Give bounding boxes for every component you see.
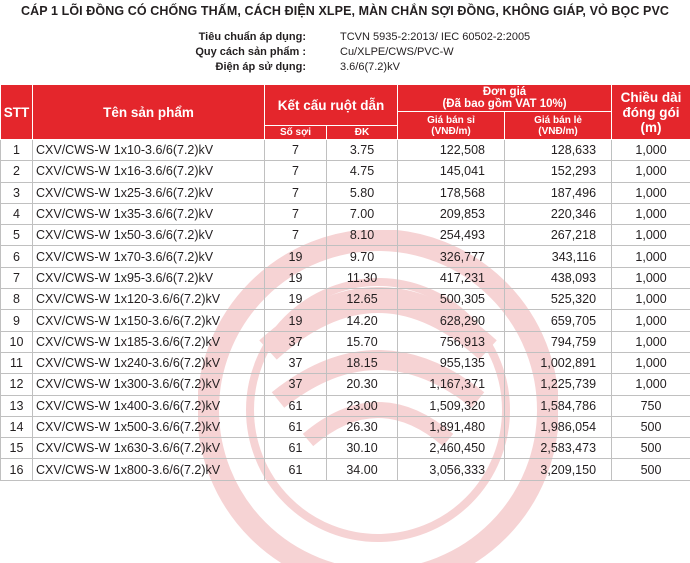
row-conductor-diameter: 3.75 [327, 140, 398, 161]
row-retail-price: 525,320 [505, 289, 612, 310]
row-package-length: 500 [612, 459, 690, 480]
row-wholesale-price: 2,460,450 [398, 438, 505, 459]
row-package-length: 500 [612, 438, 690, 459]
price-table [0, 84, 690, 481]
row-product-name: CXV/CWS-W 1x50-3.6/6(7.2)kV [33, 225, 265, 246]
table-body [1, 140, 690, 481]
row-retail-price: 343,116 [505, 246, 612, 267]
header-conductor-structure: Kết cấu ruột dẫn [265, 85, 398, 126]
row-retail-price: 794,759 [505, 331, 612, 352]
row-strand-count: 37 [265, 331, 327, 352]
row-retail-price: 1,986,054 [505, 416, 612, 437]
row-retail-price: 128,633 [505, 140, 612, 161]
row-stt: 10 [1, 331, 33, 352]
row-package-length: 1,000 [612, 203, 690, 224]
table-row [1, 182, 690, 203]
header-unit-price [398, 85, 612, 112]
row-strand-count: 19 [265, 310, 327, 331]
row-stt: 2 [1, 161, 33, 182]
row-product-name: CXV/CWS-W 1x16-3.6/6(7.2)kV [33, 161, 265, 182]
row-package-length: 1,000 [612, 374, 690, 395]
row-product-name: CXV/CWS-W 1x300-3.6/6(7.2)kV [33, 374, 265, 395]
row-package-length: 500 [612, 416, 690, 437]
row-package-length: 1,000 [612, 246, 690, 267]
row-conductor-diameter: 15.70 [327, 331, 398, 352]
table-row [1, 161, 690, 182]
row-strand-count: 61 [265, 416, 327, 437]
table-row [1, 246, 690, 267]
row-strand-count: 19 [265, 246, 327, 267]
row-conductor-diameter: 11.30 [327, 267, 398, 288]
table-row [1, 438, 690, 459]
row-stt: 14 [1, 416, 33, 437]
row-product-name: CXV/CWS-W 1x150-3.6/6(7.2)kV [33, 310, 265, 331]
row-wholesale-price: 145,041 [398, 161, 505, 182]
row-package-length: 1,000 [612, 310, 690, 331]
row-stt: 3 [1, 182, 33, 203]
row-package-length: 1,000 [612, 140, 690, 161]
row-conductor-diameter: 14.20 [327, 310, 398, 331]
row-stt: 5 [1, 225, 33, 246]
row-strand-count: 19 [265, 267, 327, 288]
row-retail-price: 1,584,786 [505, 395, 612, 416]
row-product-name: CXV/CWS-W 1x95-3.6/6(7.2)kV [33, 267, 265, 288]
row-package-length: 1,000 [612, 289, 690, 310]
row-conductor-diameter: 7.00 [327, 203, 398, 224]
row-package-length: 1,000 [612, 331, 690, 352]
row-retail-price: 1,225,739 [505, 374, 612, 395]
table-row [1, 331, 690, 352]
row-wholesale-price: 178,568 [398, 182, 505, 203]
row-product-name: CXV/CWS-W 1x120-3.6/6(7.2)kV [33, 289, 265, 310]
row-product-name: CXV/CWS-W 1x10-3.6/6(7.2)kV [33, 140, 265, 161]
spec-block [0, 30, 690, 75]
row-wholesale-price: 209,853 [398, 203, 505, 224]
spec-value: 3.6/6(7.2)kV [340, 61, 400, 73]
table-row [1, 203, 690, 224]
row-wholesale-price: 500,305 [398, 289, 505, 310]
header-product-name: Tên sản phẩm [33, 85, 265, 140]
row-wholesale-price: 756,913 [398, 331, 505, 352]
page-title: CÁP 1 LÕI ĐỒNG CÓ CHỐNG THẤM, CÁCH ĐIỆN XLPE, MÀN CHẮN SỢI ĐỒNG, KHÔNG GIÁP, VỎ BỌC PVC [20, 4, 670, 18]
row-package-length: 1,000 [612, 182, 690, 203]
row-stt: 11 [1, 352, 33, 373]
row-product-name: CXV/CWS-W 1x500-3.6/6(7.2)kV [33, 416, 265, 437]
row-strand-count: 61 [265, 459, 327, 480]
header-length-line3: (m) [640, 119, 662, 135]
header-unit-price-line1: Đơn giá [482, 86, 527, 98]
spec-row-standard [0, 30, 690, 45]
header-wholesale-line2: (VNĐ/m) [431, 125, 471, 137]
header-length-line2: đóng gói [622, 104, 680, 120]
row-retail-price: 659,705 [505, 310, 612, 331]
spec-label: Quy cách sản phẩm : [195, 46, 306, 58]
row-stt: 16 [1, 459, 33, 480]
row-wholesale-price: 955,135 [398, 352, 505, 373]
row-product-name: CXV/CWS-W 1x25-3.6/6(7.2)kV [33, 182, 265, 203]
header-length-line1: Chiều dài [620, 89, 682, 105]
row-strand-count: 7 [265, 140, 327, 161]
row-retail-price: 3,209,150 [505, 459, 612, 480]
row-product-name: CXV/CWS-W 1x800-3.6/6(7.2)kV [33, 459, 265, 480]
row-package-length: 1,000 [612, 225, 690, 246]
row-strand-count: 7 [265, 203, 327, 224]
row-strand-count: 37 [265, 352, 327, 373]
row-stt: 15 [1, 438, 33, 459]
row-strand-count: 61 [265, 438, 327, 459]
row-package-length: 1,000 [612, 267, 690, 288]
row-stt: 7 [1, 267, 33, 288]
header-wholesale-line1: Giá bán sỉ [427, 114, 475, 126]
row-conductor-diameter: 4.75 [327, 161, 398, 182]
header-stt: STT [1, 85, 33, 140]
row-retail-price: 187,496 [505, 182, 612, 203]
row-wholesale-price: 1,891,480 [398, 416, 505, 437]
header-package-length [612, 85, 690, 140]
row-conductor-diameter: 34.00 [327, 459, 398, 480]
row-strand-count: 7 [265, 225, 327, 246]
row-retail-price: 2,583,473 [505, 438, 612, 459]
spec-value: Cu/XLPE/CWS/PVC-W [340, 46, 454, 58]
header-conductor-diameter: ĐK [327, 126, 398, 140]
row-conductor-diameter: 20.30 [327, 374, 398, 395]
table-row [1, 374, 690, 395]
row-package-length: 1,000 [612, 352, 690, 373]
table-row [1, 459, 690, 480]
row-conductor-diameter: 23.00 [327, 395, 398, 416]
row-wholesale-price: 254,493 [398, 225, 505, 246]
row-strand-count: 7 [265, 182, 327, 203]
row-conductor-diameter: 26.30 [327, 416, 398, 437]
table-row [1, 140, 690, 161]
row-conductor-diameter: 30.10 [327, 438, 398, 459]
row-product-name: CXV/CWS-W 1x400-3.6/6(7.2)kV [33, 395, 265, 416]
row-conductor-diameter: 18.15 [327, 352, 398, 373]
row-retail-price: 438,093 [505, 267, 612, 288]
row-stt: 4 [1, 203, 33, 224]
row-stt: 1 [1, 140, 33, 161]
row-stt: 9 [1, 310, 33, 331]
header-unit-price-line2: (Đã bao gồm VAT 10%) [442, 98, 567, 110]
row-product-name: CXV/CWS-W 1x240-3.6/6(7.2)kV [33, 352, 265, 373]
table-row [1, 225, 690, 246]
row-product-name: CXV/CWS-W 1x35-3.6/6(7.2)kV [33, 203, 265, 224]
spec-row-product-type [0, 45, 690, 60]
row-conductor-diameter: 8.10 [327, 225, 398, 246]
header-retail-price [505, 112, 612, 140]
table-row [1, 310, 690, 331]
row-wholesale-price: 1,167,371 [398, 374, 505, 395]
row-conductor-diameter: 5.80 [327, 182, 398, 203]
spec-label: Điện áp sử dụng: [215, 61, 306, 73]
row-stt: 6 [1, 246, 33, 267]
header-wholesale-price [398, 112, 505, 140]
table-row [1, 289, 690, 310]
table-row [1, 395, 690, 416]
row-strand-count: 7 [265, 161, 327, 182]
row-conductor-diameter: 9.70 [327, 246, 398, 267]
row-strand-count: 37 [265, 374, 327, 395]
row-conductor-diameter: 12.65 [327, 289, 398, 310]
row-product-name: CXV/CWS-W 1x70-3.6/6(7.2)kV [33, 246, 265, 267]
row-wholesale-price: 3,056,333 [398, 459, 505, 480]
header-retail-line2: (VNĐ/m) [538, 125, 578, 137]
row-package-length: 1,000 [612, 161, 690, 182]
table-row [1, 352, 690, 373]
row-retail-price: 152,293 [505, 161, 612, 182]
row-wholesale-price: 122,508 [398, 140, 505, 161]
row-wholesale-price: 628,290 [398, 310, 505, 331]
spec-row-voltage [0, 60, 690, 75]
row-product-name: CXV/CWS-W 1x630-3.6/6(7.2)kV [33, 438, 265, 459]
row-strand-count: 19 [265, 289, 327, 310]
table-row [1, 267, 690, 288]
spec-value: TCVN 5935-2:2013/ IEC 60502-2:2005 [340, 31, 531, 43]
row-strand-count: 61 [265, 395, 327, 416]
row-wholesale-price: 1,509,320 [398, 395, 505, 416]
table-row [1, 416, 690, 437]
row-stt: 12 [1, 374, 33, 395]
spec-label: Tiêu chuẩn áp dụng: [198, 31, 306, 43]
row-retail-price: 220,346 [505, 203, 612, 224]
row-retail-price: 1,002,891 [505, 352, 612, 373]
row-wholesale-price: 417,231 [398, 267, 505, 288]
row-retail-price: 267,218 [505, 225, 612, 246]
header-strand-count: Số sợi [265, 126, 327, 140]
row-package-length: 750 [612, 395, 690, 416]
row-stt: 8 [1, 289, 33, 310]
row-stt: 13 [1, 395, 33, 416]
row-wholesale-price: 326,777 [398, 246, 505, 267]
header-retail-line1: Giá bán lẻ [534, 114, 582, 126]
row-product-name: CXV/CWS-W 1x185-3.6/6(7.2)kV [33, 331, 265, 352]
